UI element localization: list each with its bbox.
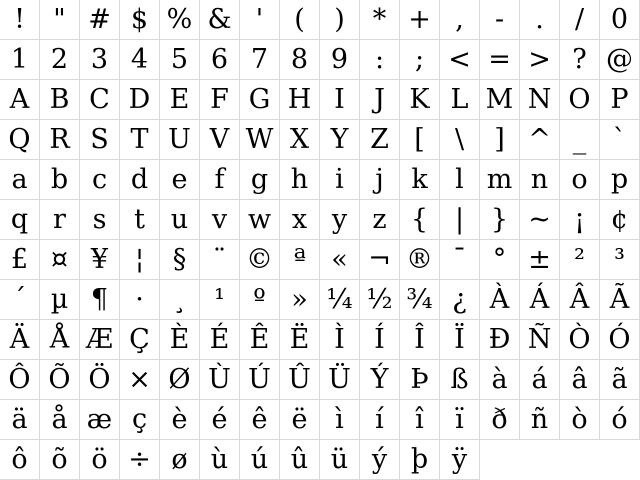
glyph-cell[interactable]: ó: [600, 400, 640, 440]
glyph-cell[interactable]: É: [200, 320, 240, 360]
glyph-cell[interactable]: X: [280, 120, 320, 160]
glyph-cell[interactable]: #: [80, 0, 120, 40]
glyph-cell[interactable]: Ü: [320, 360, 360, 400]
glyph-cell[interactable]: û: [280, 440, 320, 480]
glyph-cell[interactable]: M: [480, 80, 520, 120]
glyph-cell[interactable]: :: [360, 40, 400, 80]
glyph-cell[interactable]: º: [240, 280, 280, 320]
glyph-cell[interactable]: Ù: [200, 360, 240, 400]
glyph-cell[interactable]: a: [0, 160, 40, 200]
glyph-cell[interactable]: Y: [320, 120, 360, 160]
glyph-cell[interactable]: N: [520, 80, 560, 120]
glyph-cell[interactable]: p: [600, 160, 640, 200]
glyph-cell[interactable]: ï: [440, 400, 480, 440]
glyph-cell[interactable]: Å: [40, 320, 80, 360]
glyph-cell[interactable]: {: [400, 200, 440, 240]
glyph-cell[interactable]: V: [200, 120, 240, 160]
glyph-cell[interactable]: W: [240, 120, 280, 160]
glyph-cell[interactable]: -: [480, 0, 520, 40]
glyph-cell[interactable]: í: [360, 400, 400, 440]
glyph-cell[interactable]: Ò: [560, 320, 600, 360]
glyph-cell[interactable]: k: [400, 160, 440, 200]
glyph-cell[interactable]: ;: [400, 40, 440, 80]
glyph-cell[interactable]: h: [280, 160, 320, 200]
glyph-cell[interactable]: K: [400, 80, 440, 120]
glyph-cell[interactable]: ³: [600, 240, 640, 280]
glyph-cell[interactable]: Ï: [440, 320, 480, 360]
glyph-cell[interactable]: ¯: [440, 240, 480, 280]
glyph-cell[interactable]: ç: [120, 400, 160, 440]
glyph-cell[interactable]: õ: [40, 440, 80, 480]
glyph-cell[interactable]: ,: [440, 0, 480, 40]
glyph-cell[interactable]: B: [40, 80, 80, 120]
glyph-cell[interactable]: !: [0, 0, 40, 40]
glyph-cell[interactable]: 5: [160, 40, 200, 80]
glyph-cell[interactable]: ×: [120, 360, 160, 400]
glyph-cell[interactable]: c: [80, 160, 120, 200]
glyph-cell[interactable]: ¹: [200, 280, 240, 320]
glyph-cell[interactable]: ¦: [120, 240, 160, 280]
glyph-cell[interactable]: ¼: [320, 280, 360, 320]
glyph-cell[interactable]: t: [120, 200, 160, 240]
glyph-cell[interactable]: ®: [400, 240, 440, 280]
glyph-cell[interactable]: s: [80, 200, 120, 240]
glyph-cell[interactable]: T: [120, 120, 160, 160]
glyph-cell[interactable]: z: [360, 200, 400, 240]
glyph-cell[interactable]: ü: [320, 440, 360, 480]
glyph-cell[interactable]: ¢: [600, 200, 640, 240]
glyph-cell[interactable]: _: [560, 120, 600, 160]
glyph-cell[interactable]: 1: [0, 40, 40, 80]
glyph-cell[interactable]: [: [400, 120, 440, 160]
glyph-cell[interactable]: »: [280, 280, 320, 320]
glyph-cell[interactable]: ä: [0, 400, 40, 440]
glyph-cell[interactable]: n: [520, 160, 560, 200]
glyph-cell[interactable]: Þ: [400, 360, 440, 400]
glyph-cell[interactable]: ù: [200, 440, 240, 480]
glyph-cell[interactable]: À: [480, 280, 520, 320]
glyph-cell[interactable]: R: [40, 120, 80, 160]
glyph-cell[interactable]: g: [240, 160, 280, 200]
glyph-cell[interactable]: &: [200, 0, 240, 40]
glyph-cell[interactable]: b: [40, 160, 80, 200]
glyph-cell[interactable]: /: [560, 0, 600, 40]
glyph-cell[interactable]: Æ: [80, 320, 120, 360]
glyph-cell[interactable]: Á: [520, 280, 560, 320]
glyph-cell[interactable]: J: [360, 80, 400, 120]
glyph-cell[interactable]: á: [520, 360, 560, 400]
glyph-cell[interactable]: ¸: [160, 280, 200, 320]
glyph-cell[interactable]: `: [600, 120, 640, 160]
glyph-cell[interactable]: ð: [480, 400, 520, 440]
glyph-cell[interactable]: ÷: [120, 440, 160, 480]
glyph-cell[interactable]: ¤: [40, 240, 80, 280]
glyph-cell[interactable]: ²: [560, 240, 600, 280]
empty-cell: [520, 440, 560, 480]
glyph-cell[interactable]: 4: [120, 40, 160, 80]
glyph-cell[interactable]: +: [400, 0, 440, 40]
glyph-cell[interactable]: ñ: [520, 400, 560, 440]
glyph-cell[interactable]: å: [40, 400, 80, 440]
glyph-cell[interactable]: ¿: [440, 280, 480, 320]
glyph-cell[interactable]: @: [600, 40, 640, 80]
glyph-cell[interactable]: ¶: [80, 280, 120, 320]
glyph-cell[interactable]: Â: [560, 280, 600, 320]
glyph-cell[interactable]: ß: [440, 360, 480, 400]
glyph-cell[interactable]: à: [480, 360, 520, 400]
empty-cell: [600, 440, 640, 480]
glyph-cell[interactable]: Û: [280, 360, 320, 400]
glyph-cell[interactable]: f: [200, 160, 240, 200]
glyph-cell[interactable]: ·: [120, 280, 160, 320]
glyph-cell[interactable]: *: [360, 0, 400, 40]
glyph-cell[interactable]: È: [160, 320, 200, 360]
glyph-cell[interactable]: Í: [360, 320, 400, 360]
glyph-cell[interactable]: 8: [280, 40, 320, 80]
glyph-cell[interactable]: æ: [80, 400, 120, 440]
glyph-cell[interactable]: â: [560, 360, 600, 400]
glyph-cell[interactable]: ô: [0, 440, 40, 480]
glyph-cell[interactable]: î: [400, 400, 440, 440]
glyph-cell[interactable]: Ä: [0, 320, 40, 360]
glyph-cell[interactable]: E: [160, 80, 200, 120]
glyph-cell[interactable]: ½: [360, 280, 400, 320]
glyph-cell[interactable]: Ã: [600, 280, 640, 320]
glyph-cell[interactable]: ø: [160, 440, 200, 480]
glyph-cell[interactable]: Ç: [120, 320, 160, 360]
glyph-cell[interactable]: 2: [40, 40, 80, 80]
glyph-cell[interactable]: F: [200, 80, 240, 120]
glyph-cell[interactable]: ): [320, 0, 360, 40]
glyph-cell[interactable]: m: [480, 160, 520, 200]
glyph-cell[interactable]: è: [160, 400, 200, 440]
glyph-cell[interactable]: ¾: [400, 280, 440, 320]
glyph-cell[interactable]: j: [360, 160, 400, 200]
glyph-cell[interactable]: P: [600, 80, 640, 120]
glyph-cell[interactable]: Õ: [40, 360, 80, 400]
glyph-cell[interactable]: D: [120, 80, 160, 120]
glyph-cell[interactable]: Ë: [280, 320, 320, 360]
glyph-cell[interactable]: U: [160, 120, 200, 160]
glyph-cell[interactable]: O: [560, 80, 600, 120]
glyph-cell[interactable]: ì: [320, 400, 360, 440]
glyph-cell[interactable]: ?: [560, 40, 600, 80]
glyph-cell[interactable]: q: [0, 200, 40, 240]
glyph-cell[interactable]: ò: [560, 400, 600, 440]
glyph-cell[interactable]: Z: [360, 120, 400, 160]
glyph-cell[interactable]: <: [440, 40, 480, 80]
empty-cell: [560, 440, 600, 480]
glyph-cell[interactable]: 3: [80, 40, 120, 80]
glyph-cell[interactable]: Ø: [160, 360, 200, 400]
glyph-cell[interactable]: é: [200, 400, 240, 440]
glyph-cell[interactable]: x: [280, 200, 320, 240]
glyph-cell[interactable]: C: [80, 80, 120, 120]
glyph-cell[interactable]: µ: [40, 280, 80, 320]
glyph-cell[interactable]: A: [0, 80, 40, 120]
glyph-cell[interactable]: d: [120, 160, 160, 200]
glyph-cell[interactable]: ö: [80, 440, 120, 480]
glyph-cell[interactable]: Ö: [80, 360, 120, 400]
glyph-cell[interactable]: ^: [520, 120, 560, 160]
glyph-cell[interactable]: Ð: [480, 320, 520, 360]
glyph-cell[interactable]: Î: [400, 320, 440, 360]
glyph-cell[interactable]: ª: [280, 240, 320, 280]
glyph-cell[interactable]: ±: [520, 240, 560, 280]
glyph-cell[interactable]: ´: [0, 280, 40, 320]
glyph-cell[interactable]: ÿ: [440, 440, 480, 480]
glyph-cell[interactable]: Ó: [600, 320, 640, 360]
glyph-cell[interactable]: =: [480, 40, 520, 80]
glyph-cell[interactable]: ¥: [80, 240, 120, 280]
glyph-cell[interactable]: ú: [240, 440, 280, 480]
empty-cell: [480, 440, 520, 480]
glyph-cell[interactable]: \: [440, 120, 480, 160]
glyph-cell[interactable]: 0: [600, 0, 640, 40]
glyph-cell[interactable]: L: [440, 80, 480, 120]
glyph-cell[interactable]: 6: [200, 40, 240, 80]
glyph-cell[interactable]: ã: [600, 360, 640, 400]
glyph-cell[interactable]: ¨: [200, 240, 240, 280]
glyph-cell[interactable]: y: [320, 200, 360, 240]
glyph-cell[interactable]: ": [40, 0, 80, 40]
glyph-cell[interactable]: Ú: [240, 360, 280, 400]
glyph-cell[interactable]: o: [560, 160, 600, 200]
glyph-cell[interactable]: Ñ: [520, 320, 560, 360]
glyph-cell[interactable]: .: [520, 0, 560, 40]
glyph-cell[interactable]: ¡: [560, 200, 600, 240]
glyph-cell[interactable]: 7: [240, 40, 280, 80]
glyph-cell[interactable]: «: [320, 240, 360, 280]
glyph-cell[interactable]: %: [160, 0, 200, 40]
glyph-cell[interactable]: u: [160, 200, 200, 240]
glyph-cell[interactable]: ý: [360, 440, 400, 480]
glyph-cell[interactable]: H: [280, 80, 320, 120]
glyph-cell[interactable]: ]: [480, 120, 520, 160]
glyph-cell[interactable]: r: [40, 200, 80, 240]
glyph-cell[interactable]: v: [200, 200, 240, 240]
glyph-cell[interactable]: >: [520, 40, 560, 80]
glyph-cell[interactable]: w: [240, 200, 280, 240]
glyph-cell[interactable]: ë: [280, 400, 320, 440]
glyph-cell[interactable]: (: [280, 0, 320, 40]
glyph-cell[interactable]: }: [480, 200, 520, 240]
glyph-cell[interactable]: Ì: [320, 320, 360, 360]
glyph-cell[interactable]: e: [160, 160, 200, 200]
glyph-cell[interactable]: °: [480, 240, 520, 280]
glyph-cell[interactable]: ¬: [360, 240, 400, 280]
glyph-cell[interactable]: S: [80, 120, 120, 160]
glyph-cell[interactable]: Ê: [240, 320, 280, 360]
glyph-cell[interactable]: $: [120, 0, 160, 40]
glyph-cell[interactable]: Ô: [0, 360, 40, 400]
glyph-cell[interactable]: ©: [240, 240, 280, 280]
glyph-cell[interactable]: I: [320, 80, 360, 120]
glyph-cell[interactable]: §: [160, 240, 200, 280]
glyph-cell[interactable]: G: [240, 80, 280, 120]
glyph-cell[interactable]: ': [240, 0, 280, 40]
glyph-cell[interactable]: £: [0, 240, 40, 280]
glyph-cell[interactable]: ê: [240, 400, 280, 440]
glyph-cell[interactable]: l: [440, 160, 480, 200]
glyph-cell[interactable]: Ý: [360, 360, 400, 400]
glyph-cell[interactable]: þ: [400, 440, 440, 480]
glyph-cell[interactable]: Q: [0, 120, 40, 160]
glyph-cell[interactable]: i: [320, 160, 360, 200]
glyph-cell[interactable]: 9: [320, 40, 360, 80]
glyph-cell[interactable]: |: [440, 200, 480, 240]
glyph-cell[interactable]: ~: [520, 200, 560, 240]
